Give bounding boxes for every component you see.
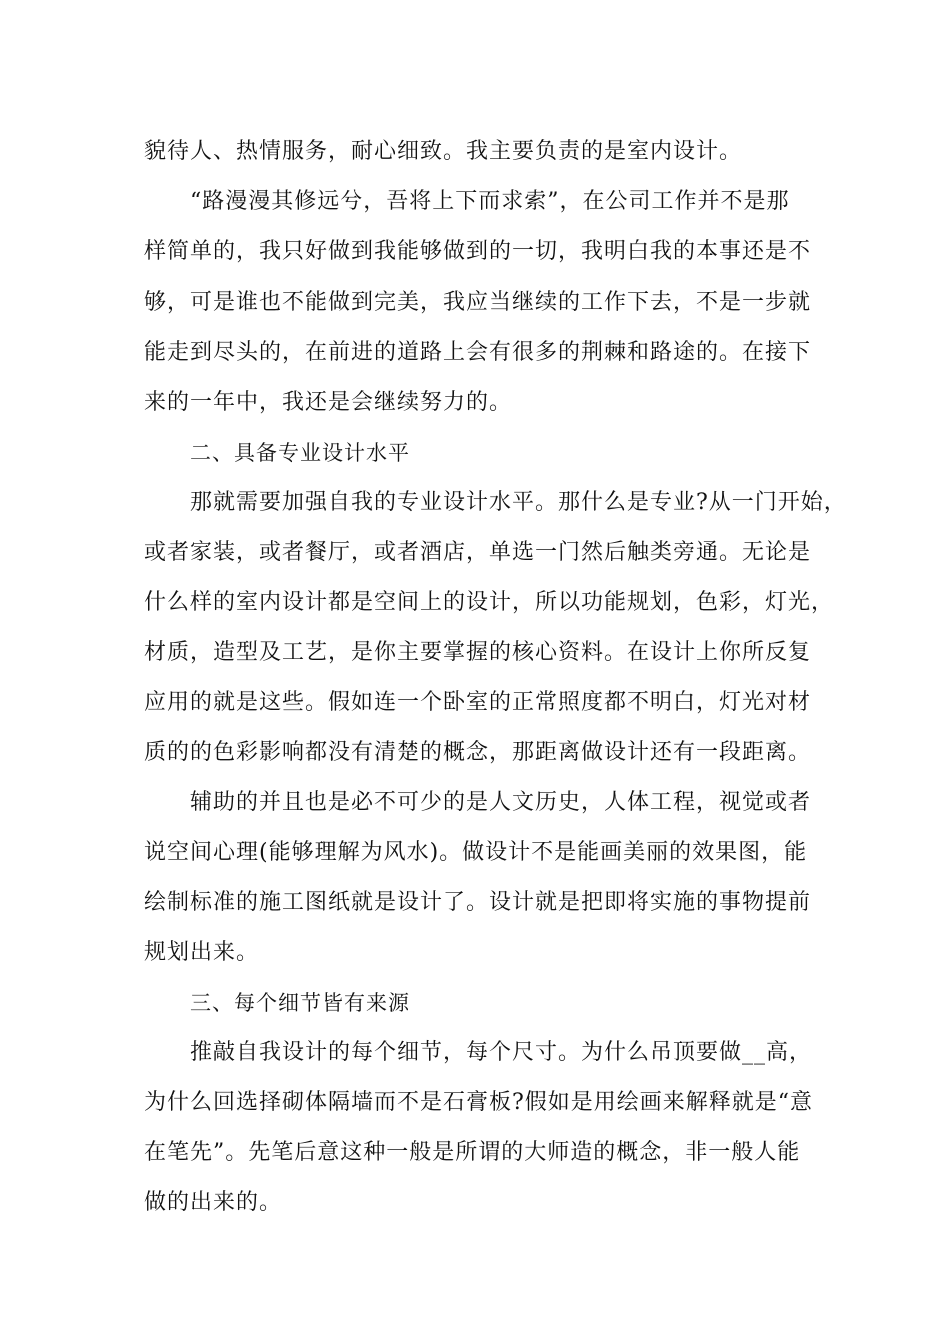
text-line: 应用的就是这些。假如连一个卧室的正常照度都不明白，灯光对材 [144, 690, 812, 715]
text-line: 为什么回选择砌体隔墙而不是石膏板?假如是用绘画来解释就是“意 [144, 1090, 814, 1115]
text-line: 材质，造型及工艺，是你主要掌握的核心资料。在设计上你所反复 [144, 640, 812, 665]
text-line: 能走到尽头的，在前进的道路上会有很多的荆棘和路途的。在接下 [144, 340, 812, 365]
text-line: 那就需要加强自我的专业设计水平。那什么是专业?从一门开始， [190, 490, 847, 515]
text-line: 做的出来的。 [144, 1190, 283, 1215]
section-heading: 三、每个细节皆有来源 [190, 991, 410, 1015]
text-line: 说空间心理(能够理解为风水)。做设计不是能画美丽的效果图，能 [144, 840, 808, 865]
text-line: 够，可是谁也不能做到完美，我应当继续的工作下去，不是一步就 [144, 290, 812, 315]
text-line: 辅助的并且也是必不可少的是人文历史，人体工程，视觉或者 [190, 790, 812, 815]
text-line: 什么样的室内设计都是空间上的设计，所以功能规划，色彩，灯光， [144, 590, 835, 615]
text-line: 样简单的，我只好做到我能够做到的一切，我明白我的本事还是不 [144, 239, 812, 264]
section-heading: 二、具备专业设计水平 [190, 441, 410, 465]
text-line: 质的的色彩影响都没有清楚的概念，那距离做设计还有一段距离。 [144, 740, 812, 765]
text-line: 规划出来。 [144, 940, 260, 965]
text-line: 在笔先”。先笔后意这种一般是所谓的大师造的概念，非一般人能 [144, 1140, 801, 1165]
text-line: 推敲自我设计的每个细节，每个尺寸。为什么吊顶要做__高， [190, 1040, 813, 1065]
text-line: 来的一年中，我还是会继续努力的。 [144, 390, 513, 415]
text-line: 或者家装，或者餐厅，或者酒店，单选一门然后触类旁通。无论是 [144, 540, 812, 565]
text-line: “路漫漫其修远兮，吾将上下而求索”，在公司工作并不是那 [190, 189, 790, 214]
text-line: 貌待人、热情服务，耐心细致。我主要负责的是室内设计。 [144, 139, 743, 164]
text-line: 绘制标准的施工图纸就是设计了。设计就是把即将实施的事物提前 [144, 890, 812, 915]
